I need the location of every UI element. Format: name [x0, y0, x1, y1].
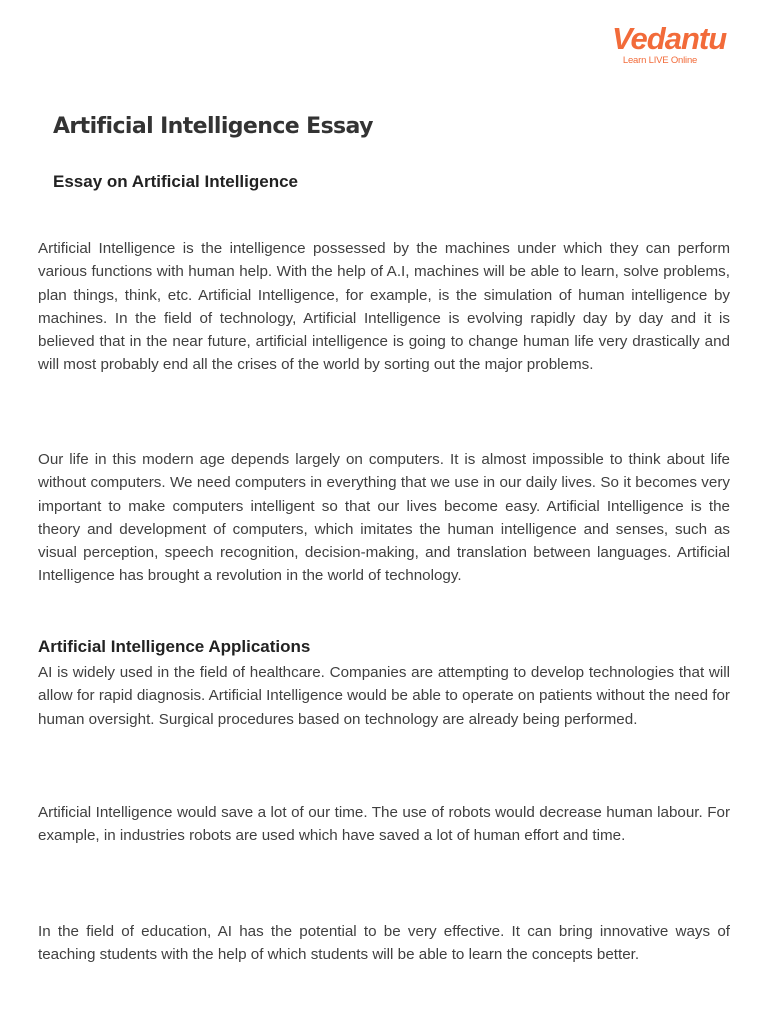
- section-heading-applications: Artificial Intelligence Applications: [38, 637, 311, 656]
- logo-wordmark: Vedantu: [612, 21, 727, 56]
- logo-tagline: Learn LIVE Online: [622, 55, 698, 66]
- vedantu-logo: [612, 21, 727, 66]
- essay-paragraph-2: Our life in this modern age depends largely on computers. It is almost impossible to think about life without computers. We need computers in everything that we use in our daily lives. So it becomes very important to make computers intelligent so that our lives become easy. Artificial Intelligence is the theory and development of computers, which imitates the human intelligence and senses, such as visual perception, speech recognition, decision-making, and translation between languages. Artificial Intelligence has brought a revolution in the world of technology.: [38, 451, 730, 585]
- applications-paragraph-1: AI is widely used in the field of healthcare. Companies are attempting to develop technologies that will allow for rapid diagnosis. Artificial Intelligence would be able to operate on patients without the need for human oversight. Surgical procedures based on technology are already being performed.: [38, 664, 730, 728]
- page-title: Artificial Intelligence Essay: [53, 114, 373, 139]
- applications-paragraph-3: In the field of education, AI has the potential to be very effective. It can bring innovative ways of teaching students with the help of which students will be able to learn the concepts better.: [38, 923, 730, 964]
- applications-paragraph-2: Artificial Intelligence would save a lot of our time. The use of robots would decrease human labour. For example, in industries robots are used which have saved a lot of human effort and time.: [38, 804, 730, 845]
- essay-paragraph-1: Artificial Intelligence is the intelligence possessed by the machines under which they can perform various functions with human help. With the help of A.I, machines will be able to learn, solve problems, plan things, think, etc. Artificial Intelligence, for example, is the simulation of human intelligence by machines. In the field of technology, Artificial Intelligence is evolving rapidly day by day and it is believed that in the near future, artificial intelligence is going to change human life very drastically and will most probably end all the crises of the world by sorting out the major problems.: [38, 240, 730, 374]
- essay-subtitle: Essay on Artificial Intelligence: [53, 172, 299, 191]
